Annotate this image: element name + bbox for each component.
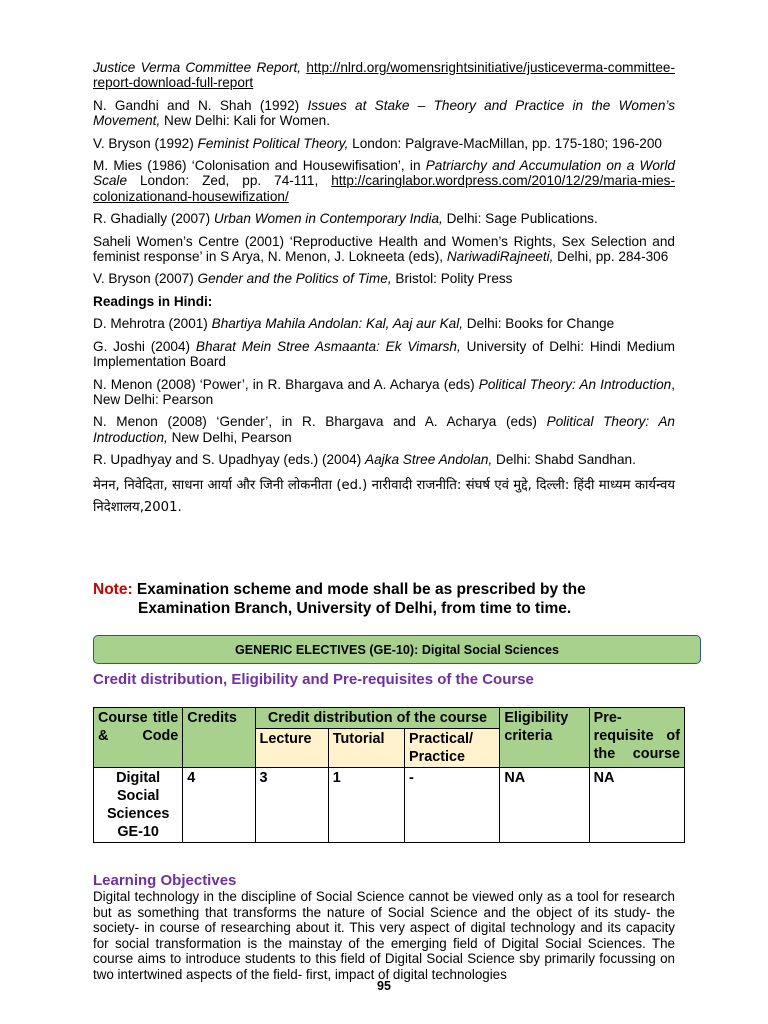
hindi-readings-heading: Readings in Hindi:	[93, 293, 213, 309]
cell-credits: 4	[183, 768, 255, 843]
page-number: 95	[377, 979, 391, 993]
reference-item: Saheli Women’s Centre (2001) ‘Reproductive Health and Women’s Rights, Sex Selection and feminist response’ in S Arya, N. Menon, J. Lokneeta (eds), NariwadiRajneeti, Delhi, pp. 284-306	[93, 233, 675, 265]
reference-title: Aajka Stree Andolan,	[365, 452, 493, 468]
reference-item: N. Gandhi and N. Shah (1992) Issues at Stake – Theory and Practice in the Women’s Movement, New Delhi: Kali for Women.	[93, 97, 676, 129]
reference-title: Political Theory: An Introduction,	[93, 414, 675, 445]
note-label: Note:	[93, 581, 133, 598]
note-line-2: Examination Branch, University of Delhi, from time to time.	[138, 600, 572, 617]
note-line-1: Examination scheme and mode shall be as prescribed by the	[132, 581, 586, 598]
cell-practical: -	[405, 768, 500, 843]
reference-title: NariwadiRajneeti,	[446, 249, 554, 265]
table-row	[94, 768, 685, 843]
hindi-reference-item: D. Mehrotra (2001) Bhartiya Mahila Andolan: Kal, Aaj aur Kal, Delhi: Books for Change	[93, 316, 615, 332]
reference-link[interactable]: http://caringlabor.wordpress.com/2010/12/29/maria-mies-colonizationand-housewifization/	[93, 173, 675, 204]
reference-title: Political Theory: An Introduction	[478, 376, 672, 392]
cell-eligibility: NA	[500, 768, 589, 843]
header-prerequisite: Pre-requisite of the course	[589, 708, 684, 768]
cell-course-title: Digital Social Sciences GE-10	[94, 768, 183, 843]
header-practical: Practical/ Practice	[405, 729, 500, 768]
reference-title: Justice Verma Committee Report,	[93, 60, 302, 75]
generic-elective-title-box: GENERIC ELECTIVES (GE-10): Digital Social Sciences	[93, 635, 701, 664]
credit-distribution-table	[93, 707, 685, 843]
references-section	[93, 60, 675, 519]
cell-prerequisite: NA	[589, 768, 684, 843]
table-header-row	[94, 708, 685, 729]
hindi-reference-item: R. Upadhyay and S. Upadhyay (eds.) (2004) Aajka Stree Andolan, Delhi: Shabd Sandhan.	[93, 452, 636, 468]
reference-title: Issues at Stake – Theory and Practice in the Women’s Movement,	[93, 97, 676, 129]
reference-item: R. Ghadially (2007) Urban Women in Contemporary India, Delhi: Sage Publications.	[93, 211, 598, 227]
credit-distribution-heading: Credit distribution, Eligibility and Pre-requisites of the Course	[93, 671, 534, 688]
learning-objectives-text: Digital technology in the discipline of Social Science cannot be viewed only as a tool for research but as something that transforms the nature of Social Science and the object of its study- the society- in course of researching about it. This very aspect of digital technology and its capacity for social transformation is the mainstay of the emerging field of Digital Social Sciences. The course aims to introduce students to this field of Digital Social Science sby primarily focussing on two intertwined aspects of the field- first, impact of digital technologies	[93, 889, 675, 982]
reference-title: Patriarchy and Accumulation on a World Scale	[93, 158, 675, 189]
header-credit-distribution: Credit distribution of the course	[255, 708, 500, 729]
exam-note	[93, 580, 675, 618]
reference-item: M. Mies (1986) ‘Colonisation and Housewifisation’, in Patriarchy and Accumulation on a World Scale London: Zed, pp. 74-111, http://caringlabor.wordpress.com/2010/12/29/maria-mies-colonizationand-housewifization/	[93, 158, 675, 204]
hindi-reference-item: G. Joshi (2004) Bharat Mein Stree Asmaanta: Ek Vimarsh, University of Delhi: Hindi Medium Implementation Board	[93, 338, 675, 370]
header-lecture: Lecture	[255, 729, 328, 768]
header-eligibility: Eligibility criteria	[500, 708, 589, 768]
reference-link[interactable]: http://nlrd.org/womensrightsinitiative/justiceverma-committee-report-download-full-report	[93, 60, 675, 91]
reference-title: Urban Women in Contemporary India,	[213, 211, 443, 227]
cell-lecture: 3	[255, 768, 328, 843]
devanagari-reference: मेनन, निवेदिता, साधना आर्या और जिनी लोकनीता (ed.) नारीवादी राजनीति: संघर्ष एवं मुद्दे, दिल्ली: हिंदी माध्यम कार्यन्वय निदेशालय,2001.	[93, 477, 675, 515]
header-course-title: Course title & Code	[94, 708, 183, 768]
header-tutorial: Tutorial	[328, 729, 404, 768]
cell-tutorial: 1	[328, 768, 404, 843]
reference-item: V. Bryson (2007) Gender and the Politics of Time, Bristol: Polity Press	[93, 271, 513, 287]
reference-title: Bhartiya Mahila Andolan: Kal, Aaj aur Kal,	[211, 316, 463, 332]
hindi-reference-item: N. Menon (2008) ‘Gender’, in R. Bhargava and A. Acharya (eds) Political Theory: An Introduction, New Delhi, Pearson	[93, 414, 675, 445]
reference-title: Bharat Mein Stree Asmaanta: Ek Vimarsh,	[195, 338, 461, 354]
reference-item	[93, 60, 675, 91]
reference-item: V. Bryson (1992) Feminist Political Theory, London: Palgrave-MacMillan, pp. 175-180; 196-200	[93, 135, 662, 151]
hindi-reference-item: N. Menon (2008) ‘Power’, in R. Bhargava and A. Acharya (eds) Political Theory: An Introduction, New Delhi: Pearson	[93, 376, 675, 407]
header-credits: Credits	[183, 708, 255, 768]
learning-objectives-heading: Learning Objectives	[93, 872, 237, 889]
reference-title: Gender and the Politics of Time,	[197, 271, 392, 287]
reference-title: Feminist Political Theory,	[197, 135, 349, 151]
